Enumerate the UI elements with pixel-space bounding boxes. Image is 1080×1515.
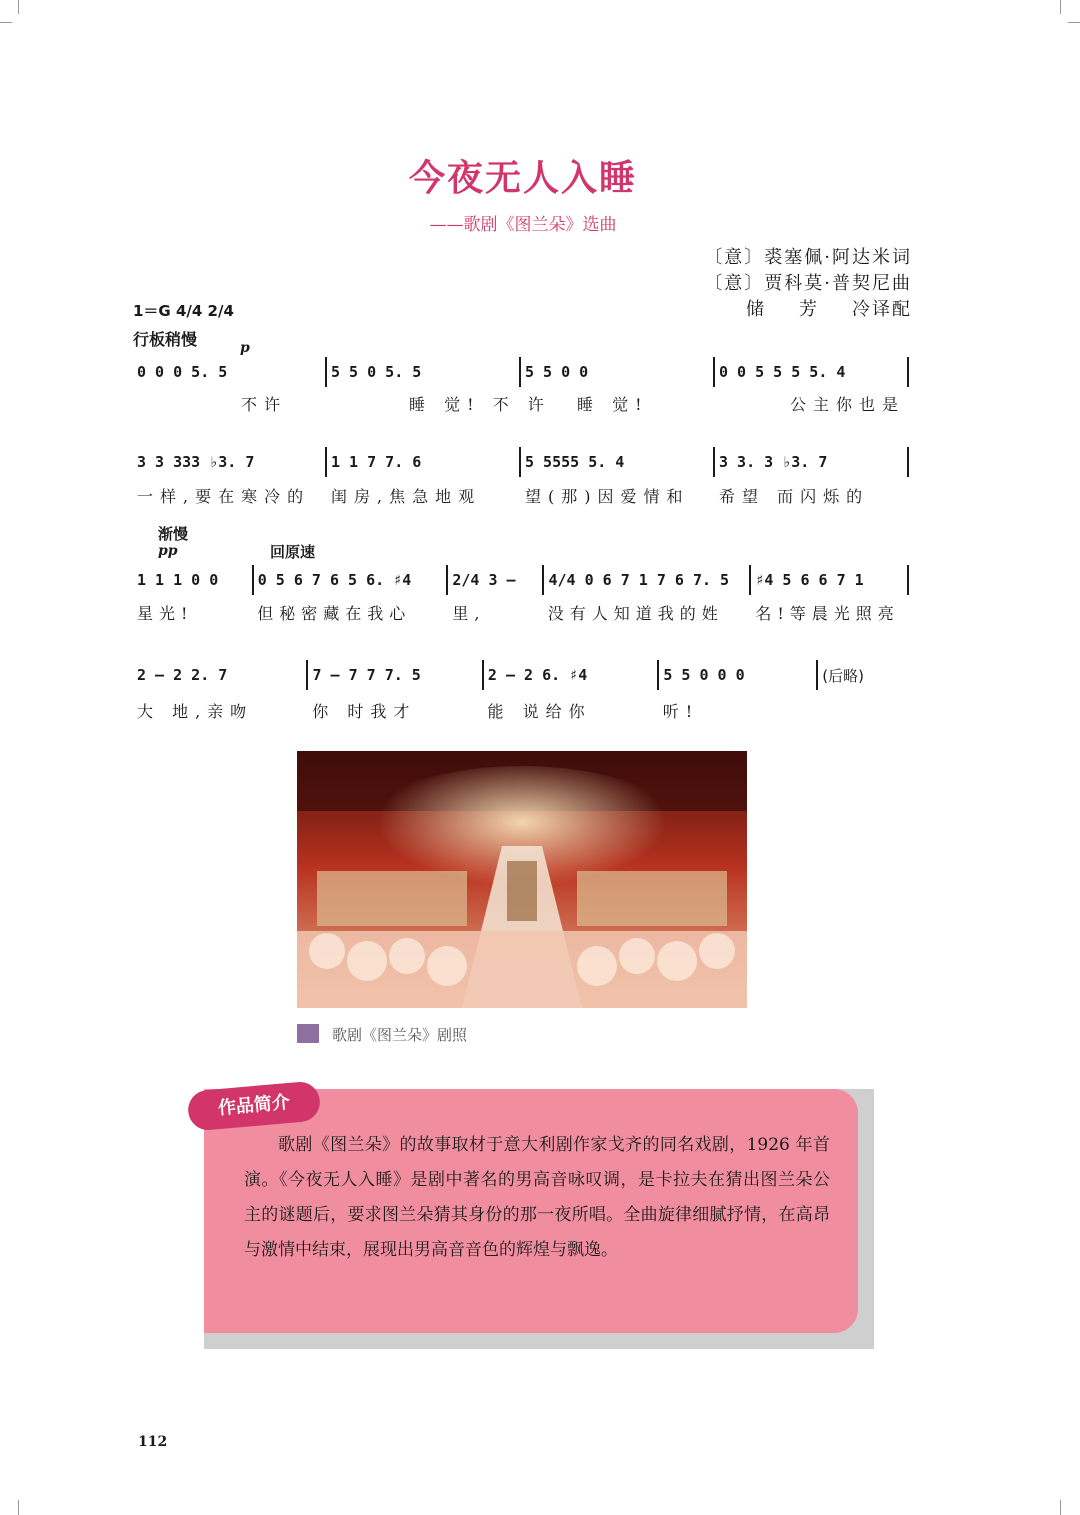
ritardando-marking: 渐慢 (158, 525, 189, 543)
page-title: 今夜无人入睡 (408, 158, 637, 199)
page-subtitle: ——歌剧《图兰朵》选曲 (429, 215, 617, 235)
measure: 0 0 0 5. 5 (137, 363, 228, 381)
translator-role: 冷译配 (852, 299, 912, 320)
intro-tag: 作品简介 (187, 1080, 322, 1131)
lyric-segment: 希望 而闪烁的 (719, 486, 870, 506)
lyric-segment: 一样,要在寒冷的 (137, 486, 311, 506)
measure: 7 – 7 7 7. 5 (312, 666, 421, 684)
crop-mark (0, 22, 12, 23)
lyric-line-2 (133, 483, 909, 507)
measure: 2 – 2 6. ♯4 (487, 666, 588, 684)
barline (907, 357, 909, 387)
measure: 5 5 0 0 (525, 363, 589, 381)
barline (907, 447, 909, 477)
lyric-segment: 公主你也是 (789, 394, 905, 414)
measure: ♯4 5 6 6 7 1 (755, 571, 864, 589)
measure: 1 1 1 0 0 (137, 571, 219, 589)
measure: 4/4 0 6 7 1 7 6 7. 5 (548, 571, 730, 589)
lyric-segment: 不许 (241, 394, 288, 414)
lyric-segment: 闺房,焦急地观 (331, 486, 482, 506)
dynamic-pp: pp (158, 543, 178, 559)
crop-mark (1060, 1500, 1061, 1515)
intro-text: 歌剧《图兰朵》的故事取材于意大利剧作家戈齐的同名戏剧，1926 年首演。《今夜无人入睡》是剧中著名的男高音咏叹调，是卡拉夫在猜出图兰朵公主的谜题后，要求图兰朵猜其身份的那一夜所唱。全曲旋律细腻抒情，在高昂与激情中结束，展现出男高音音色的辉煌与飘逸。 (244, 1135, 830, 1260)
measure: (后略) (822, 666, 864, 685)
lyricist-credit: 〔意〕裘塞佩·阿达米词 (704, 247, 912, 268)
opera-stage-photo (297, 751, 747, 1008)
lyric-segment: 但秘密藏在我心 (257, 603, 412, 623)
page-number: 112 (138, 1434, 168, 1450)
opera-stage-illustration (297, 751, 747, 1008)
lyric-segment: 望(那)因爱情和 (525, 486, 690, 506)
crop-mark (18, 0, 19, 14)
measure: 5 5 0 5. 5 (331, 363, 422, 381)
lyric-segment: 没有人知道我的姓 (547, 603, 724, 623)
lyric-segment: 你 时我才 (312, 701, 417, 721)
lyric-segment: 睡 觉! (577, 394, 649, 414)
photo-caption: 歌剧《图兰朵》剧照 (332, 1026, 468, 1044)
translator-name-1: 储 (746, 299, 766, 320)
measure: 3 3. 3 ♭3. 7 (719, 453, 828, 471)
credits (704, 245, 912, 323)
translator-name-2: 芳 (799, 299, 819, 320)
lyric-segment: 名!等晨光照亮 (755, 603, 900, 623)
measure: 2 – 2 2. 7 (137, 666, 228, 684)
dynamic-p: p (240, 340, 250, 356)
measure: 5 5 0 0 0 (663, 666, 745, 684)
measure: 2/4 3 – (452, 571, 516, 589)
barline (907, 565, 909, 595)
notation-line-3 (133, 568, 909, 592)
measure: 3 3 333 ♭3. 7 (137, 453, 255, 471)
lyric-line-4 (133, 698, 909, 722)
measure: 0 0 5 5 5 5. 4 (719, 363, 846, 381)
lyric-segment: 星光! (137, 603, 194, 623)
lyric-segment: 听! (662, 701, 700, 721)
notation-line-4 (133, 663, 909, 687)
crop-mark (1068, 22, 1080, 23)
measure: 0 5 6 7 6 5 6. ♯4 (257, 571, 412, 589)
measure: 1 1 7 7. 6 (331, 453, 422, 471)
notation-line-1 (133, 360, 909, 384)
crop-mark (1060, 0, 1061, 14)
composer-credit: 〔意〕贾科莫·普契尼曲 (704, 273, 912, 294)
lyric-segment: 大 地,亲吻 (137, 701, 254, 721)
a-tempo-marking: 回原速 (270, 543, 316, 561)
lyric-line-3 (133, 600, 909, 624)
translator-credit (746, 297, 912, 323)
key-signature: 1＝G 4/4 2/4 (133, 302, 234, 320)
measure: 5 5555 5. 4 (525, 453, 625, 471)
caption-marker (297, 1024, 319, 1043)
lyric-segment: 里, (452, 603, 486, 623)
crop-mark (18, 1500, 19, 1515)
notation-line-2 (133, 450, 909, 474)
lyric-line-1 (133, 391, 909, 415)
lyric-segment: 睡 觉! 不 许 (409, 394, 551, 414)
lyric-segment: 能 说给你 (487, 701, 592, 721)
tempo-marking: 行板稍慢 (133, 330, 198, 349)
